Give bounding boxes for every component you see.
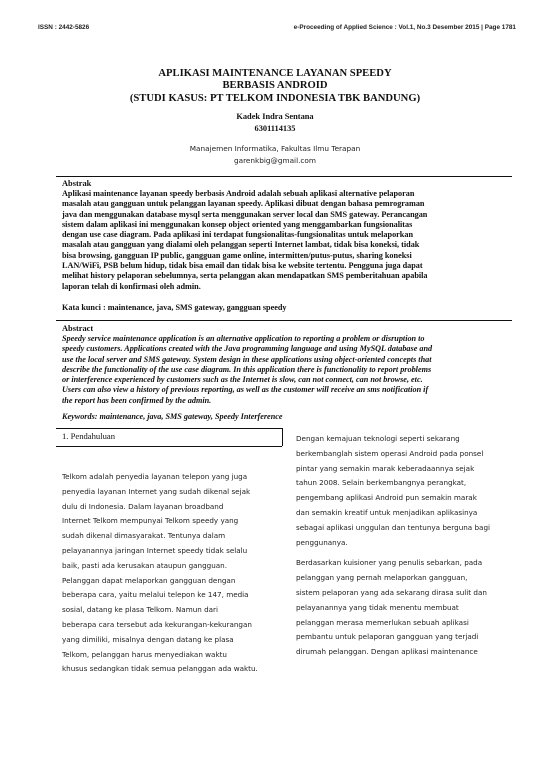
abstract-line: Users can also view a history of previous reporting, as well as the customer will receive an sms notification if — [62, 385, 429, 395]
intro-left-line: Telkom adalah penyedia layanan telepon yang juga — [62, 472, 248, 481]
intro-left-line: penyedia layanan Internet yang sudah dikenal sejak — [62, 486, 251, 496]
abstrak-line: sistem dalam aplikasi ini menggunakan konsep object oriented yang menggambarkan fungsionalitas — [62, 219, 413, 229]
intro-right-line: Dengan kemajuan teknologi seperti sekarang — [296, 434, 460, 443]
intro-left-line: beberapa cara tersebut ada kekurangan-kekurangan — [62, 619, 252, 629]
intro-right-line: sebagai aplikasi unggulan dan tentunya berguna bagi — [296, 522, 491, 532]
abstract-line: describe the functionality of the use case diagram. In this application there is functionality to report problems — [62, 364, 432, 374]
intro-left-column — [62, 470, 276, 677]
intro-right-line: pelanggan merasa memerlukan sebuah aplikasi — [296, 617, 469, 627]
abstrak-line: masalah atau gangguan untuk pelanggan layanan speedy. Aplikasi dibuat dengan bahasa pemrograman — [62, 199, 425, 209]
abstrak-line: melihat history pelaporan sebelumnya, serta pelanggan akan mendapatkan SMS pemberitahuan apabila — [62, 271, 428, 281]
abstrak-line: masalah atau gangguan yang dialami oleh pelanggan seperti Internet lambat, tidak bisa koneksi, tidak — [62, 240, 420, 250]
intro-left-line: yang dimiliki, misalnya dengan datang ke plasa — [62, 634, 234, 644]
abstrak-keywords: Kata kunci : maintenance, java, SMS gateway, gangguan speedy — [62, 303, 287, 312]
intro-left-line: baik, pasti ada kerusakan ataupun gangguan. — [62, 560, 228, 570]
author-id: 6301114135 — [254, 124, 296, 133]
intro-right-line: pengembang aplikasi Android pun semakin marak — [296, 493, 477, 503]
author-name: Kadek Indra Sentana — [236, 112, 314, 121]
abstract-heading: Abstract — [62, 324, 94, 333]
intro-right-line: dirumah pelanggan. Dengan aplikasi maintenance — [296, 647, 478, 657]
intro-right-line: pembantu untuk pelaporan gangguan yang terjadi — [296, 632, 479, 642]
abstract-line: the report has been confirmed by the admin. — [62, 395, 212, 405]
abstrak-line: LAN/WiFi, PSB belum hidup, tidak bisa email dan tidak bisa ke website tertentu. Pengguna juga dapat — [62, 261, 423, 271]
abstrak-line: dengan use case diagram. Pada aplikasi ini terdapat fungsionalitas-fungsionalitas untuk melaporkan — [62, 230, 413, 240]
paper-title — [40, 68, 510, 105]
intro-right-line: berkembanglah sistem operasi Android pada ponsel — [296, 448, 484, 458]
intro-right-line: dan semakin kreatif untuk menjadikan aplikasinya — [296, 507, 478, 517]
intro-right-line: sistem pelaporan yang ada sekarang dirasa sulit dan — [296, 587, 487, 597]
abstract-body — [62, 334, 510, 406]
intro-left-line: khusus sedangkan tidak semua pelanggan ada waktu. — [62, 664, 258, 674]
intro-right-paragraph-2 — [296, 556, 510, 660]
intro-left-line: beberapa cara, yaitu melalui telepon ke 147, media — [62, 590, 249, 600]
abstrak-line: bisa browsing, gangguan IP public, gangguan game online, intermitten/putus-putus, sharing koneksi — [62, 250, 412, 260]
abstract-line: use the local server and SMS gateway. System design in these applications using object-oriented concepts that — [62, 354, 432, 364]
abstract-line: speedy customers. Applications created with the Java programming language and using MySQL database and — [62, 344, 433, 354]
intro-right-paragraph-1 — [296, 432, 510, 550]
affiliation-dept: Manajemen Informatika, Fakultas Ilmu Terapan — [189, 144, 361, 153]
section-heading-top-rule — [56, 428, 282, 429]
abstract-line: Speedy service maintenance application is an alternative application to reporting a problem or disruption to — [62, 334, 425, 343]
intro-left-line: Internet Telkom mempunyai Telkom speedy yang — [62, 516, 239, 526]
title-line-2: BERBASIS ANDROID — [222, 80, 328, 92]
section-heading-bottom-rule — [56, 446, 282, 447]
intro-right-column — [296, 432, 510, 666]
abstrak-body — [62, 189, 510, 292]
abstrak-top-rule — [56, 176, 512, 177]
intro-right-line: Berdasarkan kuisioner yang penulis sebarkan, pada — [296, 558, 483, 568]
intro-left-line: Telkom, pelanggan harus menyediakan waktu — [62, 649, 227, 659]
abstract-keywords: Keywords: maintenance, java, SMS gateway, Speedy Interference — [62, 412, 283, 421]
intro-right-line: pelayanannya yang tidak menentu membuat — [296, 602, 459, 612]
abstract-line: or interference experienced by customers such as the Internet is slow, can not connect, can not browse, etc. — [62, 375, 423, 385]
running-header-issn: ISSN : 2442-5826 — [38, 24, 90, 31]
intro-left-line: Pelanggan dapat melaporkan gangguan dengan — [62, 575, 236, 585]
abstract-top-rule — [56, 320, 512, 321]
intro-right-line: penggunanya. — [296, 537, 348, 547]
title-line-3: (STUDI KASUS: PT TELKOM INDONESIA TBK BANDUNG) — [129, 92, 421, 104]
title-line-1: APLIKASI MAINTENANCE LAYANAN SPEEDY — [158, 68, 392, 79]
intro-left-line: sudah dikenal dimasyarakat. Tentunya dalam — [62, 531, 226, 541]
abstrak-line: Aplikasi maintenance layanan speedy berbasis Android adalah sebuah aplikasi alternative pelaporan — [62, 189, 415, 198]
running-header-journal: e-Proceeding of Applied Science : Vol.1, No.3 Desember 2015 | Page 1781 — [293, 24, 516, 31]
intro-right-line: pintar yang semakin marak keberadaannya sejak — [296, 463, 475, 473]
abstrak-line: java dan menggunakan database mysql serta menggunakan server local dan SMS gateway. Perancangan — [62, 209, 428, 219]
section-heading-pendahuluan: 1. Pendahuluan — [62, 431, 115, 441]
intro-right-line: pelanggan yang pernah melaporkan gangguan, — [296, 573, 468, 583]
abstrak-line: laporan telah di konfirmasi oleh admin. — [62, 281, 201, 291]
intro-right-line: tahun 2008. Selain berkembangnya perangkat, — [296, 478, 467, 488]
abstrak-heading: Abstrak — [62, 179, 92, 188]
section-heading-divider — [282, 428, 283, 446]
intro-left-line: dulu di Indonesia. Dalam layanan broadband — [62, 501, 224, 511]
intro-left-line: pelayanannya jaringan Internet speedy tidak selalu — [62, 545, 248, 555]
intro-left-line: sosial, datang ke plasa Telkom. Namun dari — [62, 605, 219, 615]
affiliation-email: garenkbig@gmail.com — [233, 156, 317, 165]
